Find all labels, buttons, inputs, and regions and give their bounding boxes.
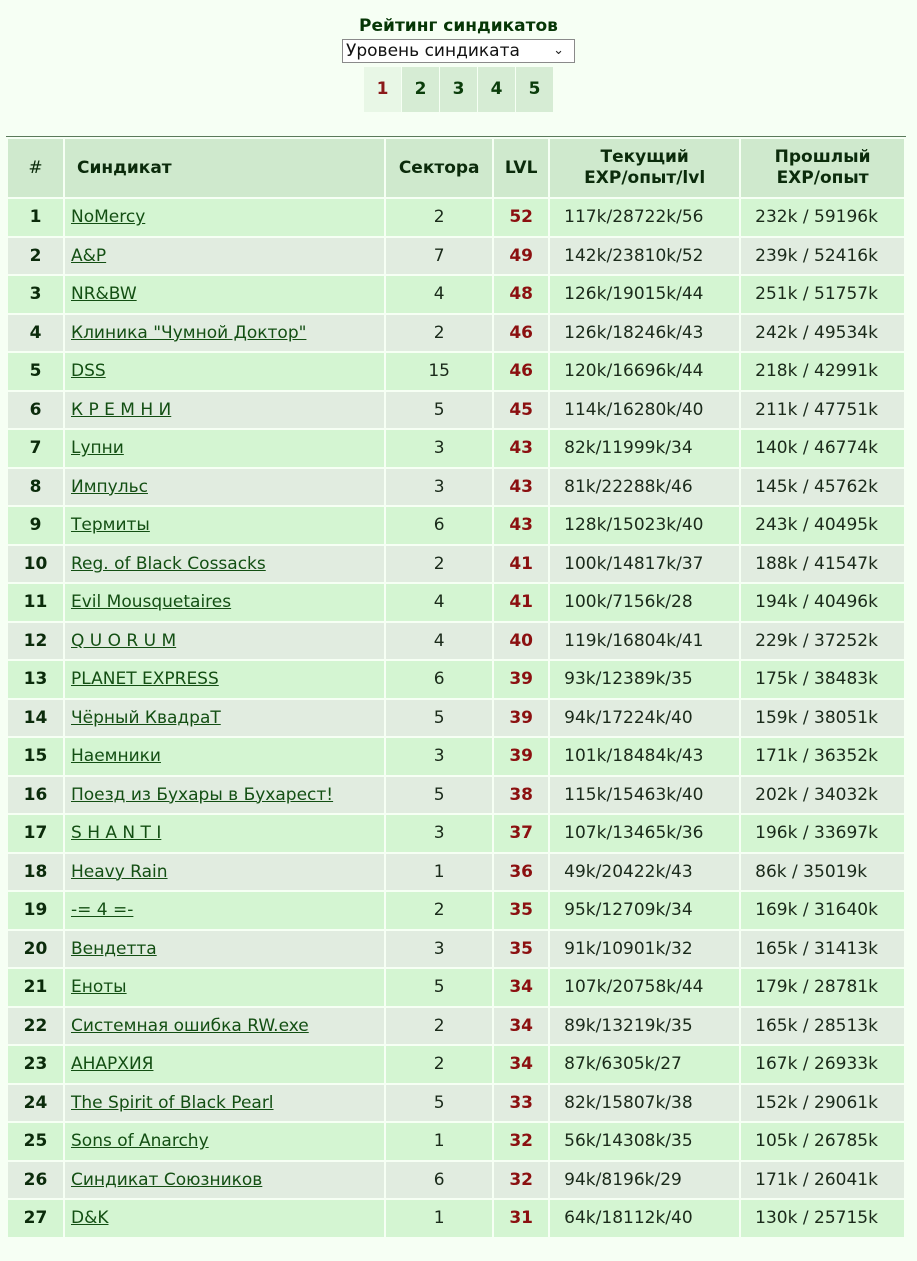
syndicate-name-cell [65,854,384,891]
lvl-cell: 33 [494,1085,548,1122]
syndicate-link[interactable]: DSS [71,361,106,382]
table-row [8,700,904,737]
table-row [8,1085,904,1122]
previous-exp-cell: 251k / 51757k [741,276,904,313]
table-row [8,238,904,275]
lvl-cell: 31 [494,1200,548,1237]
chevron-down-icon: ⌄ [553,43,564,58]
syndicate-link[interactable]: Наемники [71,746,161,767]
previous-exp-cell: 243k / 40495k [741,507,904,544]
current-exp-cell: 64k/18112k/40 [550,1200,739,1237]
lvl-cell: 46 [494,315,548,352]
lvl-cell: 35 [494,931,548,968]
table-row [8,1008,904,1045]
previous-exp-cell: 218k / 42991k [741,353,904,390]
header-sectors: Сектора [386,139,492,197]
syndicate-name-cell [65,1085,384,1122]
table-row [8,815,904,852]
rank-cell: 11 [8,584,63,621]
lvl-cell: 32 [494,1162,548,1199]
table-body [8,199,904,1237]
table-row [8,392,904,429]
syndicate-name-cell [65,469,384,506]
lvl-cell: 32 [494,1123,548,1160]
page-link[interactable]: 5 [516,67,553,112]
previous-exp-cell: 211k / 47751k [741,392,904,429]
previous-exp-cell: 188k / 41547k [741,546,904,583]
sectors-cell: 4 [386,623,492,660]
sectors-cell: 2 [386,315,492,352]
syndicate-link[interactable]: Reg. of Black Cossacks [71,553,266,574]
rank-cell: 15 [8,738,63,775]
rank-cell: 25 [8,1123,63,1160]
sectors-cell: 5 [386,969,492,1006]
current-exp-cell: 100k/7156k/28 [550,584,739,621]
lvl-cell: 38 [494,777,548,814]
page-link[interactable]: 2 [402,67,439,112]
previous-exp-cell: 140k / 46774k [741,430,904,467]
rank-cell: 2 [8,238,63,275]
header-current-line1: Текущий [600,147,689,167]
syndicate-link[interactable]: NoMercy [71,207,146,228]
syndicate-name-cell [65,315,384,352]
sectors-cell: 3 [386,815,492,852]
syndicate-name-cell [65,430,384,467]
current-exp-cell: 114k/16280k/40 [550,392,739,429]
table-row [8,546,904,583]
previous-exp-cell: 165k / 31413k [741,931,904,968]
syndicate-name-cell [65,1123,384,1160]
syndicate-name-cell [65,815,384,852]
lvl-cell: 39 [494,700,548,737]
sectors-cell: 3 [386,469,492,506]
lvl-cell: 37 [494,815,548,852]
previous-exp-cell: 171k / 26041k [741,1162,904,1199]
syndicate-name-cell [65,969,384,1006]
sectors-cell: 2 [386,546,492,583]
table-row [8,931,904,968]
lvl-cell: 43 [494,469,548,506]
sectors-cell: 4 [386,584,492,621]
rank-cell: 13 [8,661,63,698]
syndicate-name-cell [65,546,384,583]
sectors-cell: 6 [386,507,492,544]
sectors-cell: 3 [386,931,492,968]
current-exp-cell: 89k/13219k/35 [550,1008,739,1045]
current-exp-cell: 87k/6305k/27 [550,1046,739,1083]
syndicate-name-cell [65,623,384,660]
previous-exp-cell: 86k / 35019k [741,854,904,891]
rank-cell: 10 [8,546,63,583]
rank-cell: 21 [8,969,63,1006]
previous-exp-cell: 152k / 29061k [741,1085,904,1122]
table-row [8,430,904,467]
lvl-cell: 43 [494,507,548,544]
rank-cell: 18 [8,854,63,891]
page-link[interactable]: 1 [364,67,401,112]
sectors-cell: 1 [386,1123,492,1160]
syndicate-name-cell [65,700,384,737]
lvl-cell: 49 [494,238,548,275]
previous-exp-cell: 145k / 45762k [741,469,904,506]
rating-type-select[interactable] [342,39,575,63]
pagination [0,67,917,112]
sectors-cell: 15 [386,353,492,390]
previous-exp-cell: 202k / 34032k [741,777,904,814]
table-row [8,315,904,352]
lvl-cell: 41 [494,546,548,583]
rank-cell: 12 [8,623,63,660]
table-row [8,738,904,775]
syndicate-name-cell [65,1200,384,1237]
rank-cell: 9 [8,507,63,544]
rank-cell: 26 [8,1162,63,1199]
syndicate-link[interactable]: Импульс [71,476,148,497]
syndicate-name-cell [65,661,384,698]
sectors-cell: 1 [386,1200,492,1237]
current-exp-cell: 94k/8196k/29 [550,1162,739,1199]
previous-exp-cell: 165k / 28513k [741,1008,904,1045]
rank-cell: 27 [8,1200,63,1237]
sectors-cell: 6 [386,1162,492,1199]
rank-cell: 23 [8,1046,63,1083]
lvl-cell: 40 [494,623,548,660]
page-link[interactable]: 3 [440,67,477,112]
page-header [0,0,917,112]
current-exp-cell: 119k/16804k/41 [550,623,739,660]
page-title: Рейтинг синдикатов [359,16,558,36]
table-row [8,507,904,544]
table-row [8,1162,904,1199]
lvl-cell: 43 [494,430,548,467]
syndicate-link[interactable]: A&P [71,245,107,266]
rank-cell: 6 [8,392,63,429]
current-exp-cell: 56k/14308k/35 [550,1123,739,1160]
lvl-cell: 48 [494,276,548,313]
syndicate-name-cell [65,777,384,814]
lvl-cell: 41 [494,584,548,621]
current-exp-cell: 107k/13465k/36 [550,815,739,852]
header-current [550,139,739,197]
lvl-cell: 34 [494,1046,548,1083]
syndicate-name-cell [65,892,384,929]
syndicate-name-cell [65,1162,384,1199]
lvl-cell: 34 [494,1008,548,1045]
current-exp-cell: 49k/20422k/43 [550,854,739,891]
previous-exp-cell: 239k / 52416k [741,238,904,275]
syndicate-link[interactable]: PLANET EXPRESS [71,669,219,690]
lvl-cell: 39 [494,738,548,775]
table-header-row [8,139,904,197]
table-row [8,777,904,814]
rank-cell: 16 [8,777,63,814]
rank-cell: 4 [8,315,63,352]
table-row [8,892,904,929]
sectors-cell: 5 [386,1085,492,1122]
lvl-cell: 34 [494,969,548,1006]
current-exp-cell: 82k/15807k/38 [550,1085,739,1122]
rank-cell: 5 [8,353,63,390]
rank-cell: 14 [8,700,63,737]
sectors-cell: 6 [386,661,492,698]
current-exp-cell: 101k/18484k/43 [550,738,739,775]
previous-exp-cell: 105k / 26785k [741,1123,904,1160]
syndicate-link[interactable]: Еноты [71,977,127,998]
current-exp-cell: 107k/20758k/44 [550,969,739,1006]
lvl-cell: 36 [494,854,548,891]
header-previous-line1: Прошлый [774,147,871,167]
syndicate-name-cell [65,353,384,390]
syndicate-rating-table-wrap [6,136,906,1239]
sectors-cell: 3 [386,738,492,775]
syndicate-link[interactable]: NR&BW [71,284,137,305]
table-row [8,1046,904,1083]
rank-cell: 8 [8,469,63,506]
syndicate-link[interactable]: Heavy Rain [71,861,168,882]
current-exp-cell: 142k/23810k/52 [550,238,739,275]
syndicate-name-cell [65,584,384,621]
sectors-cell: 5 [386,777,492,814]
sectors-cell: 2 [386,1008,492,1045]
current-exp-cell: 128k/15023k/40 [550,507,739,544]
table-row [8,854,904,891]
lvl-cell: 39 [494,661,548,698]
table-row [8,969,904,1006]
syndicate-link[interactable]: The Spirit of Black Pearl [71,1092,274,1113]
current-exp-cell: 117k/28722k/56 [550,199,739,236]
table-row [8,199,904,236]
table-row [8,661,904,698]
sectors-cell: 4 [386,276,492,313]
sectors-cell: 2 [386,1046,492,1083]
header-previous-line2: EXP/опыт [776,168,869,188]
table-row [8,1200,904,1237]
syndicate-name-cell [65,199,384,236]
rank-cell: 24 [8,1085,63,1122]
previous-exp-cell: 171k / 36352k [741,738,904,775]
previous-exp-cell: 179k / 28781k [741,969,904,1006]
previous-exp-cell: 232k / 59196k [741,199,904,236]
current-exp-cell: 95k/12709k/34 [550,892,739,929]
table-row [8,469,904,506]
rank-cell: 19 [8,892,63,929]
current-exp-cell: 126k/19015k/44 [550,276,739,313]
syndicate-name-cell [65,276,384,313]
current-exp-cell: 115k/15463k/40 [550,777,739,814]
syndicate-link[interactable]: Чёрный КвадраТ [71,707,221,728]
rank-cell: 1 [8,199,63,236]
rating-type-select-value: Уровень синдиката [346,41,520,61]
rank-cell: 22 [8,1008,63,1045]
table-row [8,353,904,390]
syndicate-link[interactable]: Q U O R U M [71,630,177,651]
current-exp-cell: 126k/18246k/43 [550,315,739,352]
sectors-cell: 2 [386,892,492,929]
sectors-cell: 2 [386,199,492,236]
lvl-cell: 52 [494,199,548,236]
sectors-cell: 7 [386,238,492,275]
header-current-line2: EXP/опыт/lvl [584,168,706,188]
syndicate-name-cell [65,1046,384,1083]
syndicate-name-cell [65,1008,384,1045]
page-link[interactable]: 4 [478,67,515,112]
header-num: # [8,139,63,197]
syndicate-link[interactable]: Термиты [71,515,150,536]
previous-exp-cell: 196k / 33697k [741,815,904,852]
table-row [8,584,904,621]
rank-cell: 20 [8,931,63,968]
previous-exp-cell: 159k / 38051k [741,700,904,737]
rank-cell: 7 [8,430,63,467]
previous-exp-cell: 130k / 25715k [741,1200,904,1237]
sectors-cell: 1 [386,854,492,891]
syndicate-name-cell [65,738,384,775]
current-exp-cell: 81k/22288k/46 [550,469,739,506]
table-row [8,623,904,660]
syndicate-link[interactable]: Вендетта [71,938,157,959]
current-exp-cell: 120k/16696k/44 [550,353,739,390]
syndicate-link[interactable]: Системная ошибка RW.exe [71,1015,309,1036]
previous-exp-cell: 242k / 49534k [741,315,904,352]
syndicate-link[interactable]: -= 4 =- [71,900,134,921]
current-exp-cell: 82k/11999k/34 [550,430,739,467]
table-row [8,276,904,313]
syndicate-name-cell [65,238,384,275]
syndicate-link[interactable]: Lупни [71,438,124,459]
syndicate-link[interactable]: Клиника "Чумной Доктор" [71,322,307,343]
syndicate-link[interactable]: Поезд из Бухары в Бухарест! [71,784,334,805]
syndicate-link[interactable]: D&K [71,1208,109,1229]
previous-exp-cell: 229k / 37252k [741,623,904,660]
lvl-cell: 46 [494,353,548,390]
current-exp-cell: 94k/17224k/40 [550,700,739,737]
previous-exp-cell: 169k / 31640k [741,892,904,929]
syndicate-link[interactable]: АНАРХИЯ [71,1054,154,1075]
syndicate-link[interactable]: Evil Mousquetaires [71,592,232,613]
current-exp-cell: 91k/10901k/32 [550,931,739,968]
syndicate-name-cell [65,507,384,544]
previous-exp-cell: 194k / 40496k [741,584,904,621]
syndicate-name-cell [65,392,384,429]
sectors-cell: 5 [386,392,492,429]
rank-cell: 17 [8,815,63,852]
current-exp-cell: 93k/12389k/35 [550,661,739,698]
rank-cell: 3 [8,276,63,313]
header-lvl: LVL [494,139,548,197]
previous-exp-cell: 175k / 38483k [741,661,904,698]
lvl-cell: 45 [494,392,548,429]
syndicate-link[interactable]: К Р Е М Н И [71,399,172,420]
header-previous [741,139,904,197]
header-name: Синдикат [65,139,384,197]
sectors-cell: 5 [386,700,492,737]
syndicate-name-cell [65,931,384,968]
syndicate-rating-table [6,137,906,1239]
current-exp-cell: 100k/14817k/37 [550,546,739,583]
table-row [8,1123,904,1160]
sectors-cell: 3 [386,430,492,467]
syndicate-link[interactable]: S H A N T I [71,823,162,844]
syndicate-link[interactable]: Синдикат Союзников [71,1169,263,1190]
syndicate-link[interactable]: Sons of Anarchy [71,1131,209,1152]
lvl-cell: 35 [494,892,548,929]
previous-exp-cell: 167k / 26933k [741,1046,904,1083]
